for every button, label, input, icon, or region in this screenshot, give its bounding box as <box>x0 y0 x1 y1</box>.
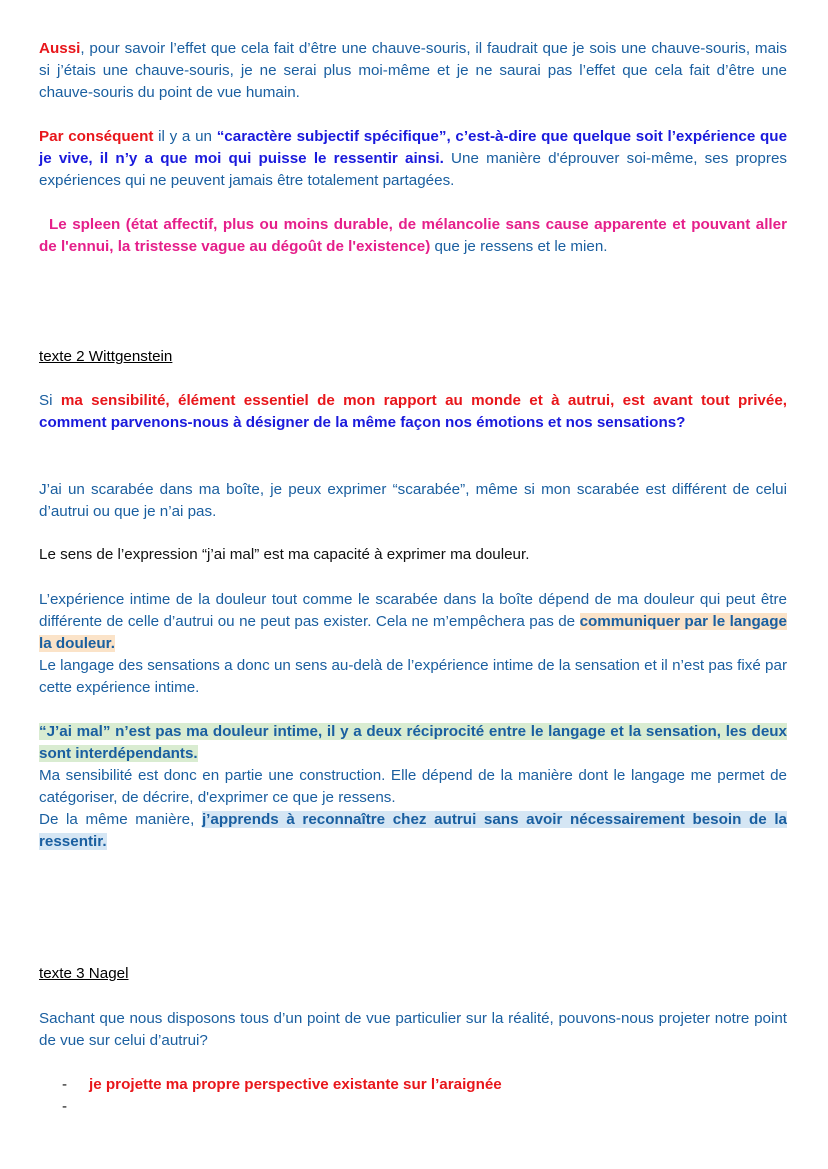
paragraph-text: Ma sensibilité est donc en partie une construction. Elle dépend de la manière dont le langage me permet de catégoriser, de décrire, d'exprimer ce que je ressens. <box>39 767 787 806</box>
highlighted-text: “J’ai mal” n’est pas ma douleur intime, il y a deux réciprocité entre le langage et la sensation, les deux sont interdépendants. <box>39 723 787 762</box>
paragraph-question-nagel: Sachant que nous disposons tous d’un point de vue particulier sur la réalité, pouvons-nous projeter notre point de vue sur celui d’autrui? <box>39 1010 787 1049</box>
paragraph-text: que je ressens et le mien. <box>430 238 608 255</box>
paragraph-text: Si <box>39 392 61 409</box>
bullet-marker: - <box>62 1098 68 1115</box>
paragraph-sens: Le sens de l’expression “j’ai mal” est ma capacité à exprimer ma douleur. <box>39 546 530 563</box>
paragraph-emphasis: “caractère subjectif spécifique”, c’est-à-dire que quelque soit l’expérience que je vive, il n’y a que moi qui puisse le ressentir ainsi. <box>39 128 788 167</box>
paragraph-text: il y a un <box>153 128 217 145</box>
paragraph-emphasis: ma sensibilité, élément essentiel de mon rapport au monde et à autrui, est avant tout privée, <box>60 392 787 409</box>
paragraph-emphasis: comment parvenons-nous à désigner de la même façon nos émotions et nos sensations? <box>39 414 686 431</box>
paragraph-text: Le langage des sensations a donc un sens au-delà de l’expérience intime de la sensation et il n’est pas fixé par cette expérience intime. <box>39 657 787 696</box>
highlighted-text: communiquer par le langage la douleur. <box>39 613 787 652</box>
paragraph-question-sensibilite <box>39 390 787 434</box>
bullet-marker: - <box>62 1076 68 1093</box>
paragraph-lead: Aussi <box>39 40 81 57</box>
paragraph-jai-mal <box>39 721 787 853</box>
paragraph-text: De la même manière, <box>39 811 202 828</box>
paragraph-lead: Par conséquent <box>39 128 154 145</box>
paragraph-par-consequent <box>39 126 787 192</box>
section-heading-nagel: texte 3 Nagel <box>39 965 129 982</box>
paragraph-chauve-souris <box>39 38 787 104</box>
bullet-item: je projette ma propre perspective existante sur l’araignée <box>89 1076 502 1093</box>
paragraph-emphasis: Le spleen (état affectif, plus ou moins durable, de mélancolie sans cause apparente et pouvant aller de l'ennui, la tristesse vague au dégoût de l'existence) <box>39 216 787 255</box>
paragraph-text: Une manière d'éprouver soi-même, ses propres expériences qui ne peuvent jamais être totalement partagées. <box>39 150 787 189</box>
section-heading-wittgenstein: texte 2 Wittgenstein <box>39 348 173 365</box>
highlighted-text: j’apprends à reconnaître chez autrui sans avoir nécessairement besoin de la ressentir. <box>39 811 787 850</box>
paragraph-experience-intime <box>39 589 787 699</box>
paragraph-text: L’expérience intime de la douleur tout comme le scarabée dans la boîte dépend de ma douleur qui peut être différente de celle d’autrui ou ne peut pas exister. Cela ne m’empêchera pas de <box>39 591 787 630</box>
paragraph-spleen <box>39 214 787 258</box>
paragraph-scarabee: J’ai un scarabée dans ma boîte, je peux exprimer “scarabée”, même si mon scarabée est différent de celui d’autrui ou que je n’ai pas. <box>39 481 787 520</box>
paragraph-text: , pour savoir l’effet que cela fait d’être une chauve-souris, il faudrait que je sois une chauve-souris, mais si j’étais une chauve-souris, je ne serai plus moi-même et je ne saurai pas l’effet que cela fait d’être une chauve-souris du point de vue humain. <box>39 40 787 101</box>
